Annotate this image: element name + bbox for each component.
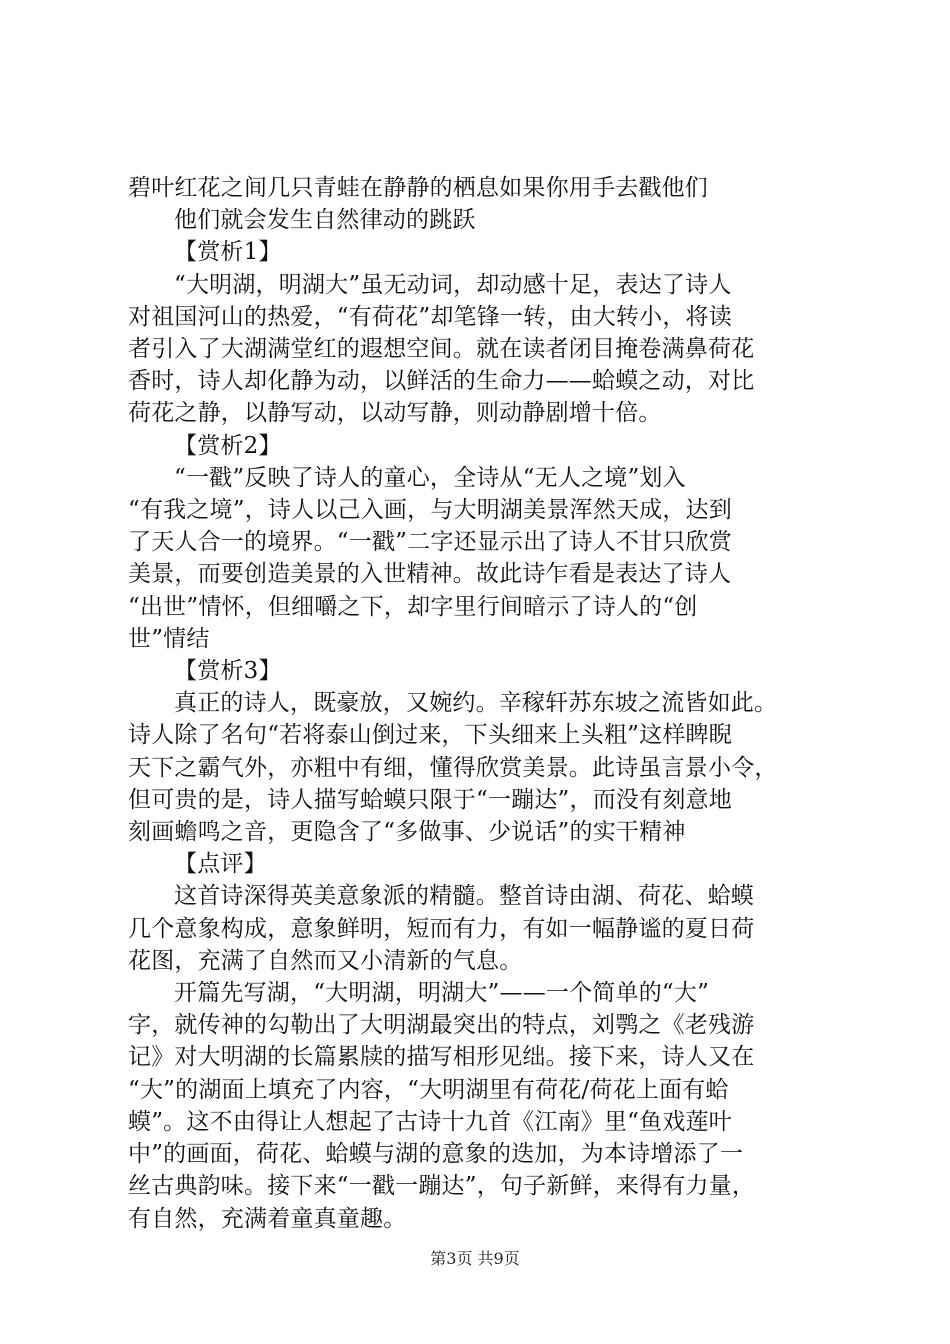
text-line: 丝古典韵味。接下来“一戳一蹦达”，句子新鲜，来得有力量， <box>128 1173 756 1200</box>
text-line: 对祖国河山的热爱，“有荷花”却笔锋一转，由大转小，将读 <box>128 303 732 330</box>
section-heading: 【赏析3】 <box>174 658 282 685</box>
text-line: 世”情结 <box>128 625 210 652</box>
page-number-label: 第3页 共9页 <box>430 1249 520 1268</box>
text-line: 刻画蟾鸣之音，更隐含了“多做事、少说话”的实干精神 <box>128 819 686 846</box>
text-line: 开篇先写湖，“大明湖，明湖大”——一个简单的“大” <box>174 980 710 1007</box>
text-line: “出世”情怀，但细嚼之下，却字里行间暗示了诗人的“创 <box>128 593 698 620</box>
text-line: “大明湖，明湖大”虽无动词，却动感十足，表达了诗人 <box>174 271 732 298</box>
text-line: 了天人合一的境界。“一戳”二字还显示出了诗人不甘只欣赏 <box>128 529 732 556</box>
text-line: 字，就传神的勾勒出了大明湖最突出的特点，刘鹗之《老残游 <box>128 1012 755 1039</box>
text-line: 碧叶红花之间几只青蛙在静静的栖息如果你用手去戳他们 <box>128 175 708 201</box>
text-line: 花图，充满了自然而又小清新的气息。 <box>128 947 523 974</box>
text-line: “有我之境”，诗人以己入画，与大明湖美景浑然天成，达到 <box>128 497 732 524</box>
document-body <box>128 172 858 1235</box>
text-line: 真正的诗人，既豪放，又婉约。辛稼轩苏东坡之流皆如此。 <box>174 690 778 717</box>
text-line: 中”的画面，荷花、蛤蟆与湖的意象的迭加，为本诗增添了一 <box>128 1141 744 1168</box>
text-line: 蟆”。这不由得让人想起了古诗十九首《江南》里“鱼戏莲叶 <box>128 1108 732 1135</box>
text-line: 者引入了大湖满堂红的遐想空间。就在读者闭目掩卷满鼻荷花 <box>128 336 755 363</box>
text-line: 这首诗深得英美意象派的精髓。整首诗由湖、荷花、蛤蟆 <box>174 883 754 910</box>
text-line: 诗人除了名句“若将泰山倒过来，下头细来上头粗”这样睥睨 <box>128 722 732 749</box>
text-line: 有自然，充满着童真童趣。 <box>128 1205 407 1232</box>
text-line: 天下之霸气外，亦粗中有细，懂得欣赏美景。此诗虽言景小令， <box>128 754 778 781</box>
section-heading: 【点评】 <box>174 851 267 878</box>
text-line: 美景，而要创造美景的入世精神。故此诗乍看是表达了诗人 <box>128 561 732 588</box>
page-footer <box>0 1249 950 1269</box>
text-line: 记》对大明湖的长篇累牍的描写相形见绌。接下来，诗人又在 <box>128 1044 755 1071</box>
text-line: 但可贵的是，诗人描写蛤蟆只限于“一蹦达”，而没有刻意地 <box>128 786 732 813</box>
text-line: 荷花之静，以静写动，以动写静，则动静剧增十倍。 <box>128 400 662 427</box>
text-line: 几个意象构成，意象鲜明，短而有力，有如一幅静谧的夏日荷 <box>128 915 755 942</box>
text-line: 香时，诗人却化静为动，以鲜活的生命力——蛤蟆之动，对比 <box>128 368 755 395</box>
section-heading: 【赏析1】 <box>174 239 282 266</box>
section-heading: 【赏析2】 <box>174 432 282 459</box>
text-line: “一戳”反映了诗人的童心，全诗从“无人之境”划入 <box>174 464 686 491</box>
text-line: 他们就会发生自然律动的跳跃 <box>174 207 476 234</box>
text-line: “大”的湖面上填充了内容，“大明湖里有荷花/荷花上面有蛤 <box>128 1076 729 1103</box>
